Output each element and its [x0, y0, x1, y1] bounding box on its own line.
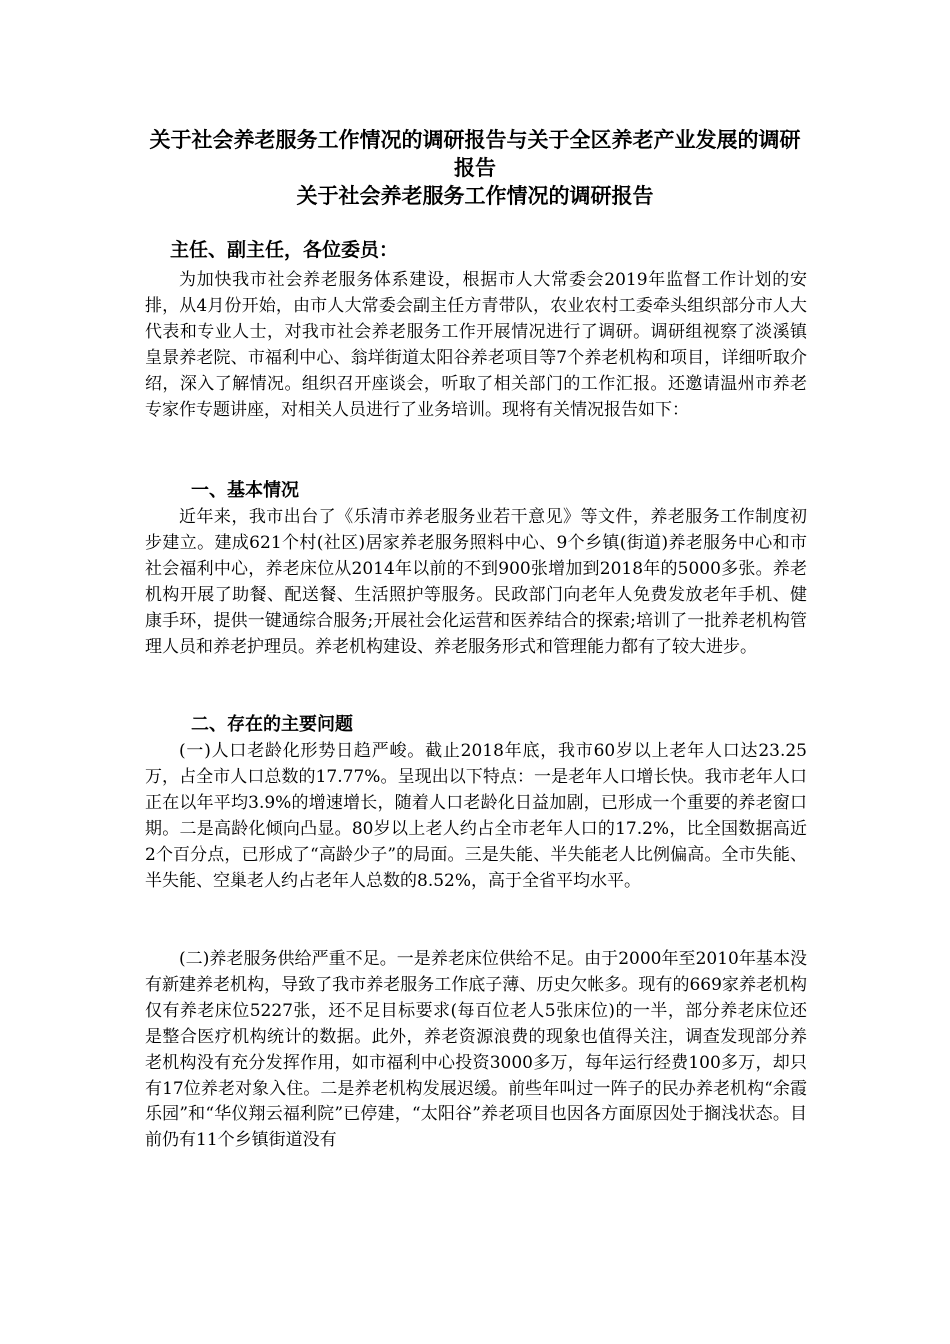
problem-supply-paragraph: (二)养老服务供给严重不足。一是养老床位供给不足。由于2000年至2010年基本没有新建养老机构，导致了我市养老服务工作底子薄、历史欠帐多。现有的669家养老机构仅有养老床位5227张，还不足目标要求(每百位老人5张床位)的一半，部分养老床位还是整合医疗机构统计的数据。此外，养老资源浪费的现象也值得关注，调查发现部分养老机构没有充分发挥作用，如市福利中心投资3000多万，每年运行经费100多万，却只有17位养老对象入住。二是养老机构发展迟缓。前些年叫过一阵子的民办养老机构“余霞乐园”和“华仪翔云福利院”已停建，“太阳谷”养老项目也因各方面原因处于搁浅状态。目前仍有11个乡镇街道没有: [145, 949, 807, 1151]
salutation: 主任、副主任，各位委员：: [170, 239, 399, 261]
section-heading-basic: 一、基本情况: [191, 480, 299, 501]
document-subtitle: 关于社会养老服务工作情况的调研报告: [296, 184, 654, 208]
basic-situation-paragraph: 近年来，我市出台了《乐清市养老服务业若干意见》等文件，养老服务工作制度初步建立。建成621个村(社区)居家养老服务照料中心、9个乡镇(街道)养老服务中心和市社会福利中心，养老床位从2014年以前的不到900张增加到2018年的5000多张。养老机构开展了助餐、配送餐、生活照护等服务。民政部门向老年人免费发放老年手机、健康手环，提供一键通综合服务;开展社会化运营和医养结合的探索;培训了一批养老机构管理人员和养老护理员。养老机构建设、养老服务形式和管理能力都有了较大进步。: [145, 507, 807, 657]
document-title: 关于社会养老服务工作情况的调研报告与关于全区养老产业发展的调研报告: [149, 128, 801, 180]
problem-aging-paragraph: (一)人口老龄化形势日趋严峻。截止2018年底，我市60岁以上老年人口达23.25万，占全市人口总数的17.77%。呈现出以下特点：一是老年人口增长快。我市老年人口正在以年平均3.9%的增速增长，随着人口老龄化日益加剧，已形成一个重要的养老窗口期。二是高龄化倾向凸显。80岁以上老人约占全市老年人口的17.2%，比全国数据高近2个百分点，已形成了“高龄少子”的局面。三是失能、半失能老人比例偏高。全市失能、半失能、空巢老人约占老年人总数的8.52%，高于全省平均水平。: [145, 741, 807, 891]
intro-paragraph: 为加快我市社会养老服务体系建设，根据市人大常委会2019年监督工作计划的安排，从4月份开始，由市人大常委会副主任方青带队，农业农村工委牵头组织部分市人大代表和专业人士，对我市社会养老服务工作开展情况进行了调研。调研组视察了淡溪镇皇景养老院、市福利中心、翁垟街道太阳谷养老项目等7个养老机构和项目，详细听取介绍，深入了解情况。组织召开座谈会，听取了相关部门的工作汇报。还邀请温州市养老专家作专题讲座，对相关人员进行了业务培训。现将有关情况报告如下：: [145, 270, 807, 420]
section-heading-problems: 二、存在的主要问题: [191, 714, 353, 735]
